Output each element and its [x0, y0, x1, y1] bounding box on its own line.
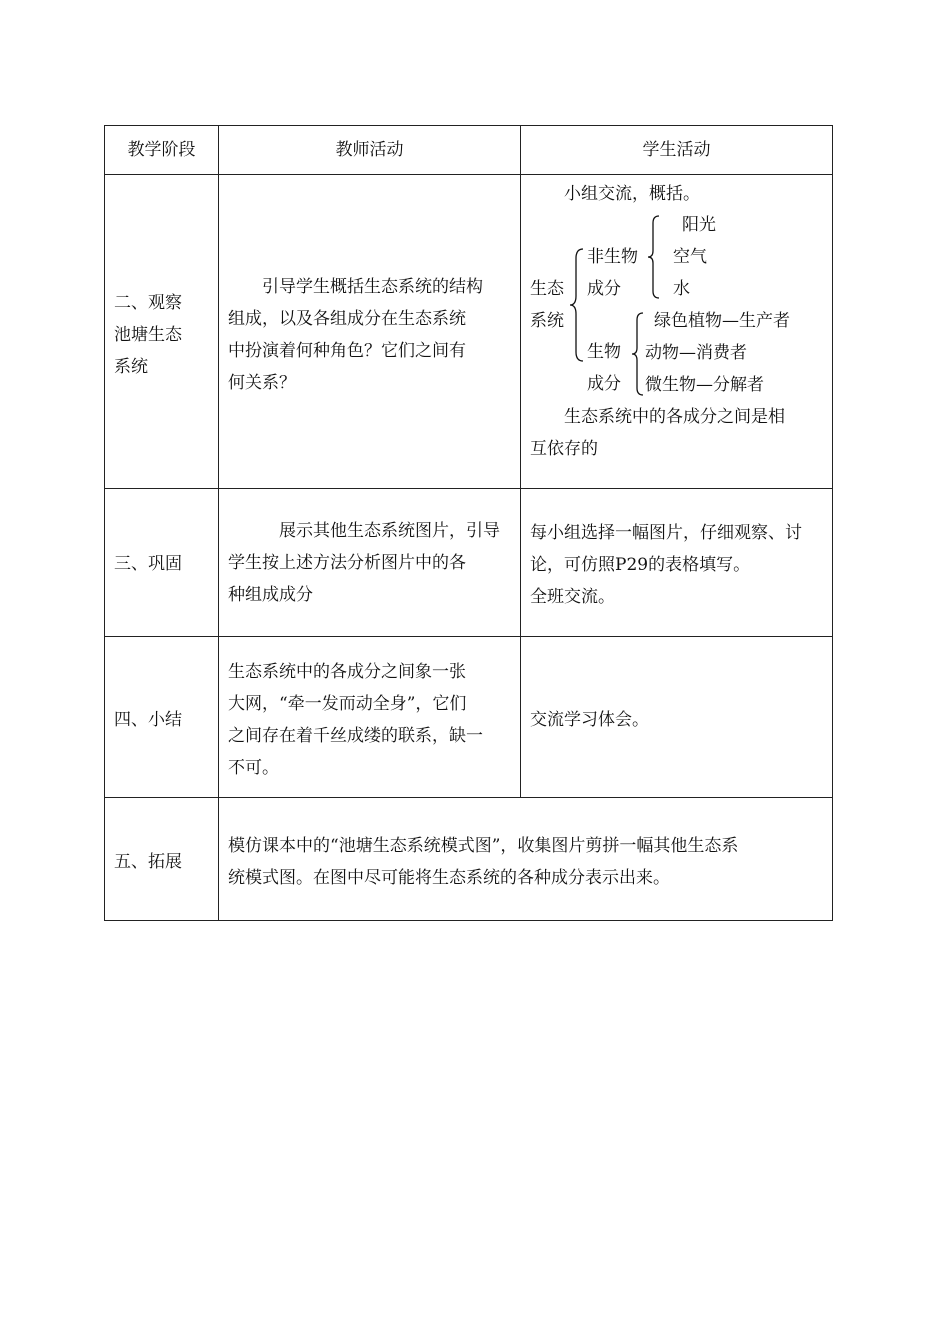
merged-text-line: 统模式图。在图中尽可能将生态系统的各种成分表示出来。: [228, 868, 670, 888]
biotic-label: [587, 336, 621, 400]
teacher-activity-cell: [228, 656, 518, 784]
table-border-right: [832, 125, 833, 921]
ecosystem-root-line: 生态: [530, 279, 564, 299]
stage-text-line: 二、观察: [114, 293, 182, 313]
abiotic-item: 空气: [673, 247, 707, 267]
stage-cell: [114, 287, 218, 383]
merged-text-line: 模仿课本中的“池塘生态系统模式图”，收集图片剪拼一幅其他生态系: [228, 836, 739, 856]
stage-cell: 五、拓展: [114, 852, 182, 872]
column-divider: [218, 125, 219, 921]
teacher-text-line: 之间存在着千丝成缕的联系，缺一: [228, 726, 483, 746]
student-text-line: 全班交流。: [530, 587, 615, 607]
conclusion-line: 生态系统中的各成分之间是相: [530, 407, 785, 427]
row-divider: [104, 797, 833, 798]
biotic-label-line: 成分: [587, 374, 621, 394]
teacher-activity-cell: [228, 271, 518, 399]
table-border-left: [104, 125, 105, 921]
header-student: 学生活动: [642, 140, 711, 160]
row-divider: [104, 488, 833, 489]
abiotic-label-line: 非生物: [587, 247, 638, 267]
header-stage: 教学阶段: [127, 140, 196, 160]
teacher-text-line: 中扮演着何种角色？它们之间有: [228, 341, 466, 361]
root-brace: [569, 248, 585, 362]
teacher-text-line: 展示其他生态系统图片，引导: [228, 521, 500, 541]
row-divider: [104, 636, 833, 637]
teacher-text-line: 不可。: [228, 758, 279, 778]
biotic-item: 动物—消费者: [645, 343, 747, 363]
abiotic-brace: [647, 215, 661, 299]
teacher-text-line: 学生按上述方法分析图片中的各: [228, 553, 466, 573]
biotic-brace: [631, 312, 645, 396]
header-teacher: 教师活动: [335, 140, 404, 160]
ecosystem-root-label: [530, 273, 564, 337]
teacher-activity-cell: [228, 515, 518, 611]
abiotic-label-line: 成分: [587, 279, 621, 299]
student-text-line: 每小组选择一幅图片，仔细观察、讨: [530, 523, 802, 543]
abiotic-item: 阳光: [682, 215, 716, 235]
stage-cell: 四、小结: [114, 710, 182, 730]
teacher-text-line: 种组成成分: [228, 585, 313, 605]
abiotic-item: 水: [673, 279, 690, 299]
stage-text-line: 系统: [114, 357, 148, 377]
student-activity-cell: 交流学习体会。: [530, 710, 649, 730]
student-text-line: 论，可仿照P29的表格填写。: [530, 555, 751, 575]
student-intro: 小组交流，概括。: [530, 184, 700, 204]
student-conclusion: [530, 401, 830, 465]
teacher-text-line: 生态系统中的各成分之间象一张: [228, 662, 466, 682]
student-activity-cell: [530, 517, 830, 613]
teacher-text-line: 何关系？: [228, 373, 296, 393]
row-divider: [104, 174, 833, 175]
teacher-text-line: 组成，以及各组成分在生态系统: [228, 309, 466, 329]
table-border-bottom: [104, 920, 833, 921]
abiotic-label: [587, 241, 638, 305]
teacher-text-line: 大网，“牵一发而动全身”，它们: [228, 694, 467, 714]
column-divider: [520, 125, 521, 798]
merged-activity-cell: [228, 830, 830, 894]
biotic-item: 绿色植物—生产者: [654, 311, 790, 331]
table-border-top: [104, 125, 833, 126]
stage-text-line: 池塘生态: [114, 325, 182, 345]
stage-cell: 三、巩固: [114, 554, 182, 574]
teacher-text-line: 引导学生概括生态系统的结构: [228, 277, 483, 297]
biotic-item: 微生物—分解者: [645, 375, 764, 395]
ecosystem-root-line: 系统: [530, 311, 564, 331]
biotic-label-line: 生物: [587, 342, 621, 362]
conclusion-line: 互依存的: [530, 439, 598, 459]
